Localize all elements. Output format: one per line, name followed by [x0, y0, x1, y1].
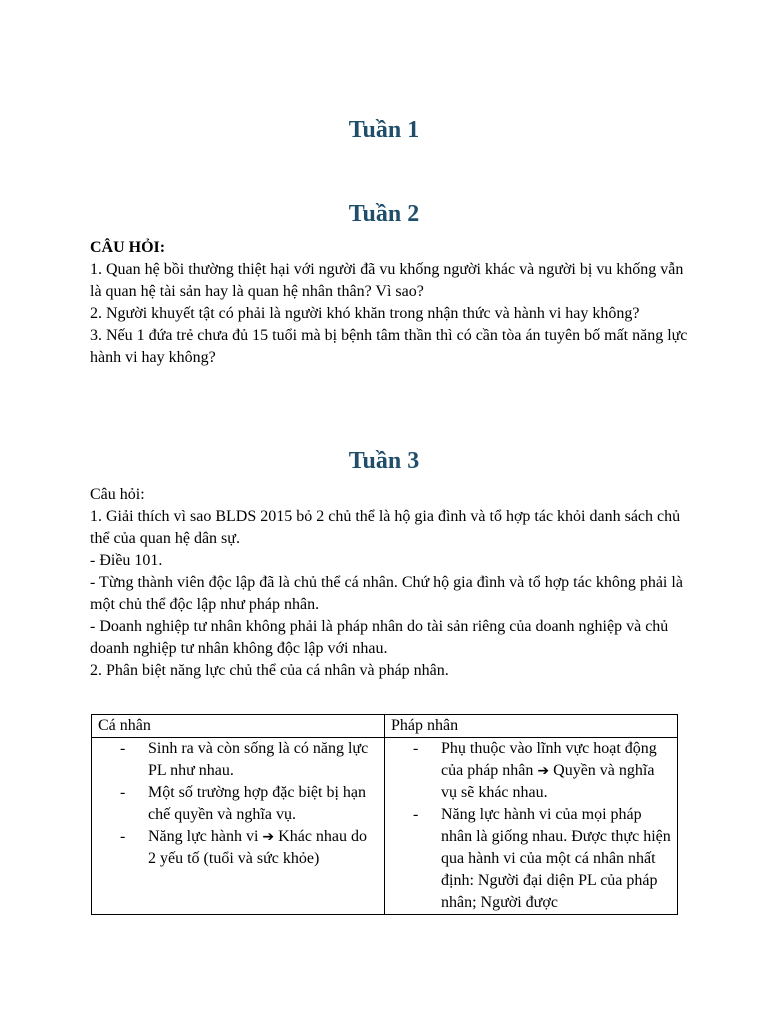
- week-3-questions: [90, 484, 690, 682]
- questions-label: CÂU HỎI:: [90, 239, 166, 256]
- column-header-legal-entity: Pháp nhân: [385, 715, 678, 738]
- individual-cell: [92, 738, 385, 915]
- question-line: 1. Giải thích vì sao BLDS 2015 bỏ 2 chủ thể là hộ gia đình và tổ hợp tác khỏi danh sách chủ thể của quan hệ dân sự.: [90, 508, 681, 547]
- list-item: - Năng lực hành vi của mọi pháp nhân là giống nhau. Được thực hiện qua hành vi của một cá nhân nhất định: Người đại diện PL của pháp nhân; Người được: [427, 804, 671, 914]
- column-header-individual: Cá nhân: [92, 715, 385, 738]
- answer-line: - Từng thành viên độc lập đã là chủ thể cá nhân. Chứ hộ gia đình và tổ hợp tác không phải là một chủ thể độc lập như pháp nhân.: [90, 574, 683, 613]
- week-1-heading: Tuần 1: [348, 117, 420, 143]
- question-line: 2. Người khuyết tật có phải là người khó khăn trong nhận thức và hành vi hay không?: [90, 305, 640, 322]
- answer-line: - Điều 101.: [90, 552, 163, 569]
- list-item: - Phụ thuộc vào lĩnh vực hoạt động của pháp nhân ➔ Quyền và nghĩa vụ sẽ khác nhau.: [427, 738, 671, 804]
- legal-entity-cell: [385, 738, 678, 915]
- question-line: 2. Phân biệt năng lực chủ thể của cá nhân và pháp nhân.: [90, 662, 449, 679]
- week-3-heading: Tuần 3: [348, 448, 420, 474]
- week-2-heading: Tuần 2: [348, 201, 420, 227]
- questions-label: Câu hỏi:: [90, 486, 145, 503]
- list-item: - Năng lực hành vi ➔ Khác nhau do 2 yếu tố (tuổi và sức khỏe): [134, 826, 378, 870]
- right-arrow-icon: ➔: [262, 829, 275, 845]
- question-line: 3. Nếu 1 đứa trẻ chưa đủ 15 tuổi mà bị bệnh tâm thần thì có cần tòa án tuyên bố mất năng lực hành vi hay không?: [90, 327, 688, 366]
- table-header-row: [92, 715, 678, 738]
- question-line: 1. Quan hệ bồi thường thiệt hại với người đã vu khống người khác và người bị vu khống vẫn là quan hệ tài sản hay là quan hệ nhân thân? Vì sao?: [90, 261, 684, 300]
- comparison-table: [91, 714, 678, 915]
- week-2-questions: [90, 237, 690, 369]
- list-item: - Sinh ra và còn sống là có năng lực PL như nhau.: [134, 738, 378, 782]
- list-item: - Một số trường hợp đặc biệt bị hạn chế quyền và nghĩa vụ.: [134, 782, 378, 826]
- answer-line: - Doanh nghiệp tư nhân không phải là pháp nhân do tài sản riêng của doanh nghiệp và chủ doanh nghiệp tư nhân không độc lập với nhau.: [90, 618, 669, 657]
- right-arrow-icon: ➔: [537, 763, 550, 779]
- table-row: [92, 738, 678, 915]
